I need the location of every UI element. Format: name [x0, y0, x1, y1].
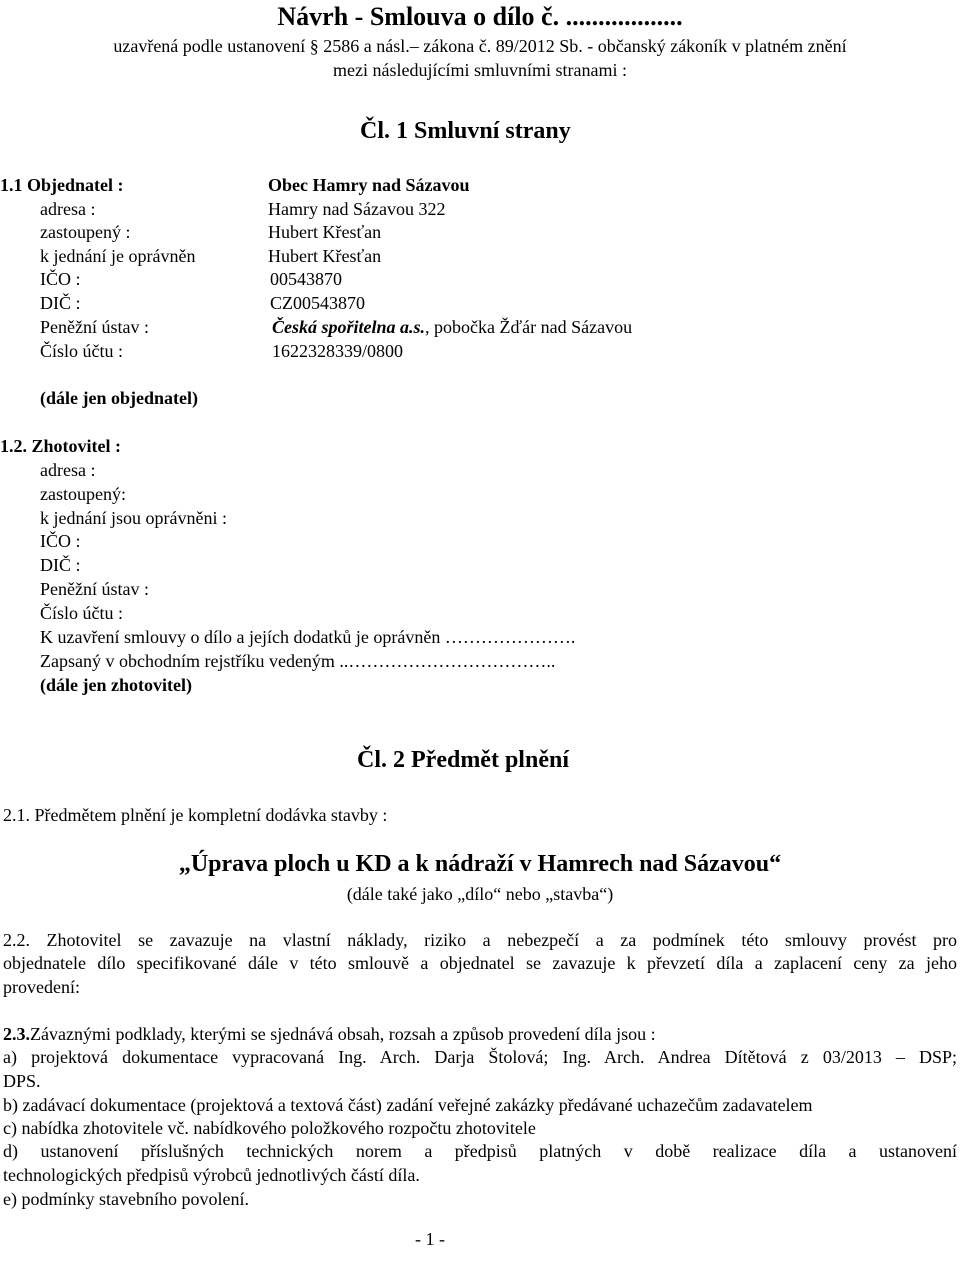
section-1-heading: Čl. 1 Smluvní strany: [360, 118, 571, 144]
list-item-e: e) podmínky stavebního povolení.: [3, 1189, 249, 1209]
list-item-d-cont: technologických předpisů výrobců jednotlivých částí díla.: [3, 1165, 420, 1185]
paragraph-2-2-line-1: 2.2. Zhotovitel se zavazuje na vlastní náklady, riziko a nebezpečí a za podmínek této smlouvy provést pro: [3, 930, 957, 950]
zhotovitel-registry: Zapsaný v obchodním rejstříku vedeným ..……………………………..: [40, 651, 556, 671]
list-item-d: d) ustanovení příslušných technických norem a předpisů platných v době realizace díla a ustanovení: [3, 1141, 957, 1161]
authorized-value: Hubert Křesťan: [268, 246, 382, 266]
zhotovitel-title: 1.2. Zhotovitel :: [0, 436, 121, 456]
dic-value: CZ00543870: [270, 293, 366, 313]
account-label: Číslo účtu :: [40, 341, 124, 361]
representative-value: Hubert Křesťan: [268, 222, 382, 242]
zhotovitel-representative-label: zastoupený:: [40, 484, 126, 504]
page-number: - 1 -: [415, 1229, 445, 1249]
list-item-c: c) nabídka zhotovitele vč. nabídkového položkového rozpočtu zhotovitele: [3, 1118, 536, 1138]
list-item-b: b) zadávací dokumentace (projektová a textová část) zadání veřejné zakázky předávané uchazečům zadavatelem: [3, 1095, 813, 1115]
bank-name: Česká spořitelna a.s.: [272, 317, 426, 337]
zhotovitel-dic-label: DIČ :: [40, 555, 81, 575]
zhotovitel-ico-label: IČO :: [40, 531, 81, 551]
zhotovitel-bank-label: Peněžní ústav :: [40, 579, 149, 599]
address-value: Hamry nad Sázavou 322: [268, 199, 446, 219]
work-title: „Úprava ploch u KD a k nádraží v Hamrech nad Sázavou“: [178, 851, 782, 877]
list-item-a: a) projektová dokumentace vypracovaná Ing. Arch. Darja Štolová; Ing. Arch. Andrea Dítětová z 03/2013 – DSP;: [3, 1047, 957, 1067]
work-note: (dále také jako „dílo“ nebo „stavba“): [346, 884, 614, 904]
objednatel-note: (dále jen objednatel): [40, 388, 198, 408]
list-item-a-cont: DPS.: [3, 1071, 41, 1091]
zhotovitel-account-label: Číslo účtu :: [40, 603, 124, 623]
section-2-heading: Čl. 2 Předmět plnění: [357, 747, 569, 773]
zhotovitel-authorized-label: k jednání jsou oprávněni :: [40, 508, 227, 528]
representative-label: zastoupený :: [40, 222, 131, 242]
objednatel-name: Obec Hamry nad Sázavou: [268, 175, 470, 195]
paragraph-2-3-text: Závaznými podklady, kterými se sjednává obsah, rozsah a způsob provedení díla jsou :: [30, 1024, 656, 1044]
bank-branch: , pobočka Žďár nad Sázavou: [425, 317, 633, 337]
account-value: 1622328339/0800: [272, 341, 404, 361]
authorized-label: k jednání je oprávněn: [40, 246, 196, 266]
zhotovitel-contract-authority: K uzavření smlouvy o dílo a jejích dodatků je oprávněn ………………….: [40, 627, 576, 647]
bank-value: [272, 316, 632, 338]
paragraph-2-2-line-3: provedení:: [3, 977, 80, 997]
zhotovitel-address-label: adresa :: [40, 460, 96, 480]
document-subtitle: uzavřená podle ustanovení § 2586 a násl.– zákona č. 89/2012 Sb. - občanský zákoník v platném znění: [113, 36, 847, 56]
objednatel-title: 1.1 Objednatel :: [0, 175, 124, 195]
ico-value: 00543870: [270, 269, 342, 289]
dic-label: DIČ :: [40, 293, 81, 313]
document-subtitle-2: mezi následujícími smluvními stranami :: [333, 60, 627, 80]
paragraph-2-1: 2.1. Předmětem plnění je kompletní dodávka stavby :: [3, 805, 388, 825]
zhotovitel-note: (dále jen zhotovitel): [40, 675, 192, 695]
address-label: adresa :: [40, 199, 96, 219]
paragraph-2-3-number: 2.3.: [3, 1024, 30, 1044]
document-title: Návrh - Smlouva o dílo č. ..................: [277, 2, 683, 31]
ico-label: IČO :: [40, 269, 81, 289]
bank-label: Peněžní ústav :: [40, 317, 149, 337]
paragraph-2-3: [3, 1023, 656, 1045]
paragraph-2-2-line-2: objednatele dílo specifikované dále v této smlouvě a objednatel se zavazuje k převzetí díla a zaplacení ceny za jeho: [3, 953, 957, 973]
